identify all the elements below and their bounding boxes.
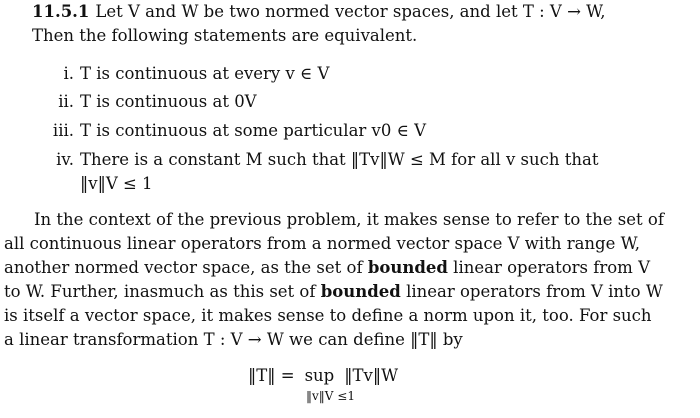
list-item-text: T is continuous at every v ∈ V [80, 64, 330, 83]
theorem-header [32, 2, 605, 22]
list-marker: i. [63, 64, 74, 83]
paragraph-line: another normed vector space, as the set of bounded linear operators from V [4, 258, 650, 277]
list-item [46, 150, 598, 170]
list-item-text: T is continuous at 0V [80, 92, 257, 111]
paragraph-line: to W. Further, inasmuch as this set of bounded linear operators from V into W [4, 282, 663, 301]
equation-rhs: ‖Tv‖W [344, 366, 399, 385]
bold-term: bounded [367, 258, 448, 277]
list-marker: iv. [56, 150, 74, 169]
list-item [46, 64, 329, 84]
equation-subscript: ‖v‖V ≤1 [306, 389, 355, 403]
list-item-text: There is a constant M such that ‖Tv‖W ≤ M for all v such that [80, 150, 599, 169]
paragraph-line: a linear transformation T : V → W we can define ‖T‖ by [4, 330, 463, 349]
list-item-text: T is continuous at some particular v0 ∈ V [80, 121, 426, 140]
list-item [46, 92, 257, 112]
list-item [46, 121, 426, 141]
paragraph-line: In the context of the previous problem, it makes sense to refer to the set of [34, 210, 664, 229]
list-marker: ii. [58, 92, 74, 111]
paragraph-line: all continuous linear operators from a normed vector space V with range W, [4, 234, 640, 253]
list-item-continuation: ‖v‖V ≤ 1 [80, 174, 153, 193]
theorem-number: 11.5.1 [32, 2, 90, 21]
list-marker: iii. [52, 121, 74, 140]
equation-operator: sup [304, 366, 335, 385]
bold-term: bounded [320, 282, 401, 301]
theorem-line-2: Then the following statements are equivalent. [32, 26, 418, 45]
equation [248, 366, 398, 386]
equation-lhs: ‖T‖ = [248, 366, 295, 385]
theorem-line-1: Let V and W be two normed vector spaces, and let T : V → W, [95, 2, 606, 21]
paragraph-line: is itself a vector space, it makes sense to define a norm upon it, too. For such [4, 306, 652, 325]
